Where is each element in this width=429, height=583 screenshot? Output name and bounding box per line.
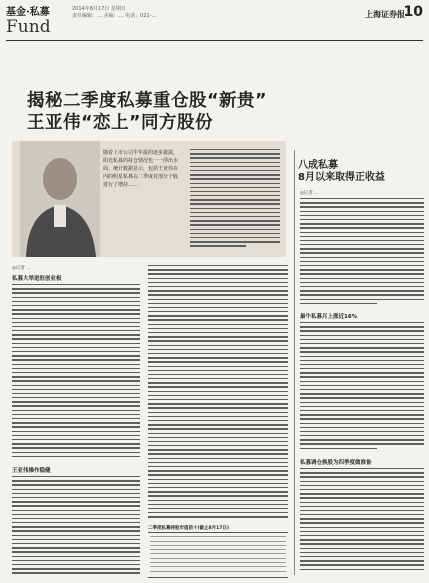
- article-byline: ◎记者 …: [12, 266, 31, 271]
- headline-line-2: 王亚伟“恋上”同方股份: [27, 113, 214, 133]
- photo-side-text: [190, 149, 280, 251]
- table-row: [150, 536, 286, 537]
- section-name: 基金·私募: [6, 7, 50, 18]
- table-row: [150, 553, 286, 554]
- holdings-table: [148, 532, 288, 578]
- header-editor-info: 责任编辑：… 美编：… 电话：021-…: [72, 13, 157, 19]
- section-english-name: Fund: [6, 17, 51, 37]
- table-row: [150, 558, 286, 559]
- table-title: 二季度私募持股市值前十(截止8月17日): [148, 526, 230, 531]
- side-subhead-2: 私募调仓换股为四季度做准备: [300, 460, 372, 466]
- side-headline-line-1: 八成私募: [298, 160, 338, 171]
- header-meta: [72, 6, 157, 20]
- article-photo: [12, 141, 286, 257]
- photo-caption: 随着上市公司半年报的逐步披露，阳光私募的持仓情况也一一浮出水面。统计数据显示，包括王亚伟在内的明星私募在二季度对部分个股进行了增持……: [103, 150, 179, 188]
- article-column-2: [148, 265, 288, 520]
- main-headline: [27, 90, 267, 134]
- table-row: [150, 571, 286, 572]
- side-headline-line-2: 8月以来取得正收益: [298, 172, 385, 183]
- page-number: 10: [403, 4, 423, 20]
- side-column-text-3: [300, 468, 424, 576]
- table-row: [150, 566, 286, 567]
- header-divider: [6, 40, 423, 41]
- subhead-1: 私募大举进驻创业板: [12, 276, 62, 282]
- article-column-1-bottom: [12, 476, 140, 576]
- side-headline: [298, 160, 385, 184]
- headline-line-1: 揭秘二季度私募重仓股“新贵”: [27, 91, 268, 111]
- table-row: [150, 545, 286, 546]
- side-column-text-2: [300, 322, 424, 454]
- table-row: [150, 562, 286, 563]
- newspaper-name: 上海证券报: [365, 10, 405, 19]
- side-column-text-1: [300, 198, 424, 310]
- header-date: 2014年8月17日 星期日: [72, 6, 126, 12]
- column-divider: [294, 150, 295, 575]
- person-photo: [20, 141, 100, 257]
- page-header: [6, 3, 423, 39]
- table-row: [150, 541, 286, 542]
- article-column-1: [12, 284, 140, 462]
- side-subhead-1: 最牛私募月上涨近16%: [300, 314, 358, 320]
- subhead-2: 王亚伟操作稳健: [12, 468, 51, 474]
- side-byline: ◎记者 …: [300, 191, 319, 196]
- table-row: [150, 549, 286, 550]
